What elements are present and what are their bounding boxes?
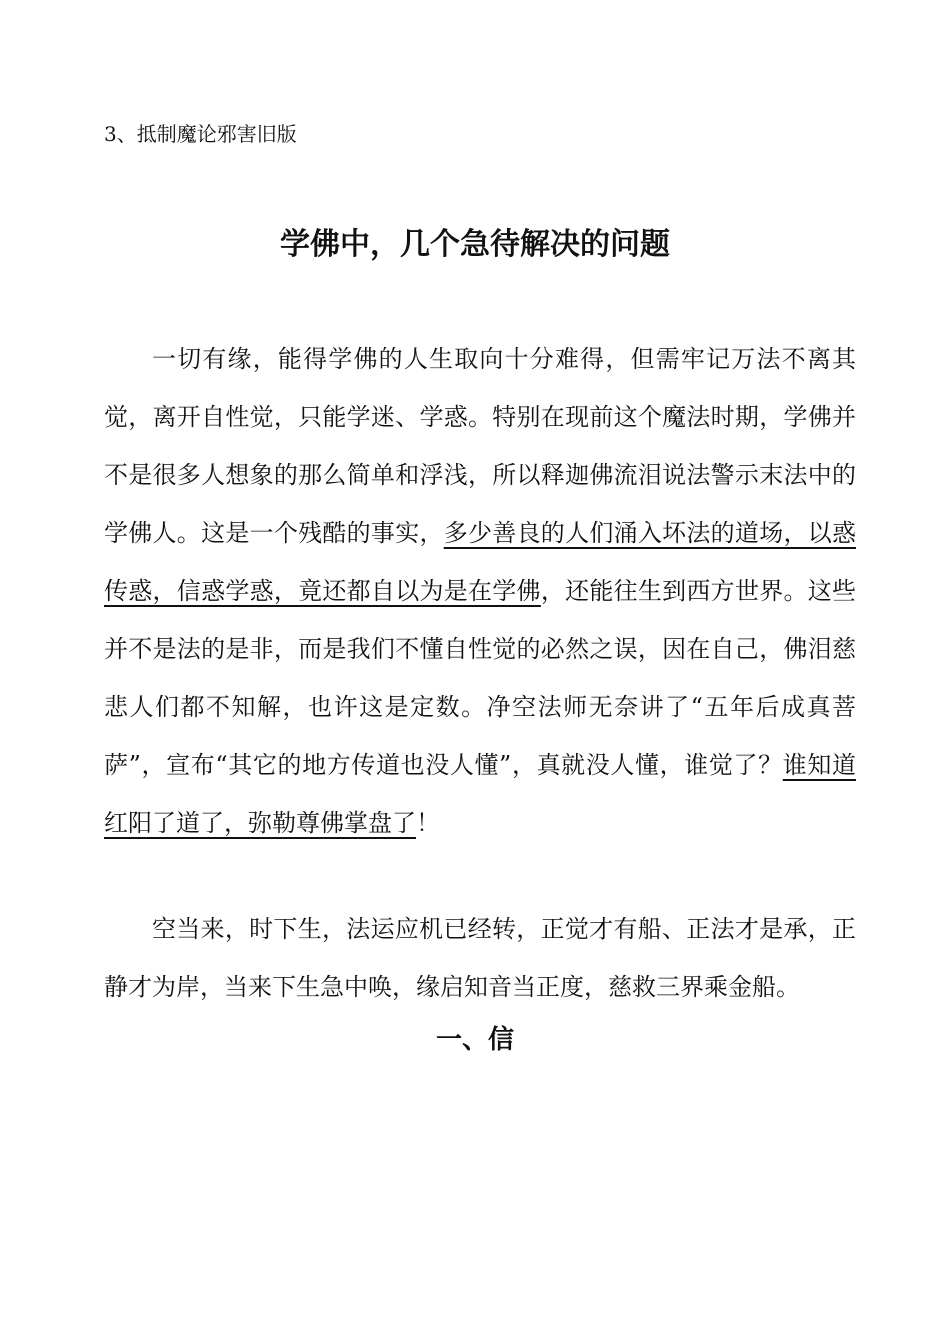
paragraph-1-text-b: ，还能往生到西方世界。这些并不是法的是非，而是我们不懂自性觉的必然之误，因在自己，佛泪慈悲人们都不知解，也许这是定数。净空法师无奈讲了“五年后成真菩萨”，宣布“其它的地方传道也没人懂”，真就没人懂，谁觉了？ [104,577,857,779]
underlined-passage-1: 多少善良的人们涌入坏法的道场，以惑传惑，信惑学惑，竟还都自以为是在学佛 [104,519,856,605]
paragraph-1-text-c: ！ [416,809,440,837]
body-paragraph-2: 空当来，时下生，法运应机已经转，正觉才有船、正法才是承，正静才为岸，当来下生急中唤，缘启知音当正度，慈救三界乘金船。 [104,915,856,1001]
section-heading: 一、信 [435,1025,514,1055]
underlined-passage-2: 谁知道红阳了道了，弥勒尊佛掌盘了 [104,751,857,837]
body-paragraph-1 [104,330,856,852]
paragraph-1-text-a: 一切有缘，能得学佛的人生取向十分难得，但需牢记万法不离其觉，离开自性觉，只能学迷、学惑。特别在现前这个魔法时期，学佛并不是很多人想象的那么简单和浮浅，所以释迦佛流泪说法警示末法中的学佛人。这是一个残酷的事实， [104,345,856,547]
section-label: 3、抵制魔论邪害旧版 [104,122,297,146]
document-title: 学佛中，几个急待解决的问题 [280,227,670,262]
